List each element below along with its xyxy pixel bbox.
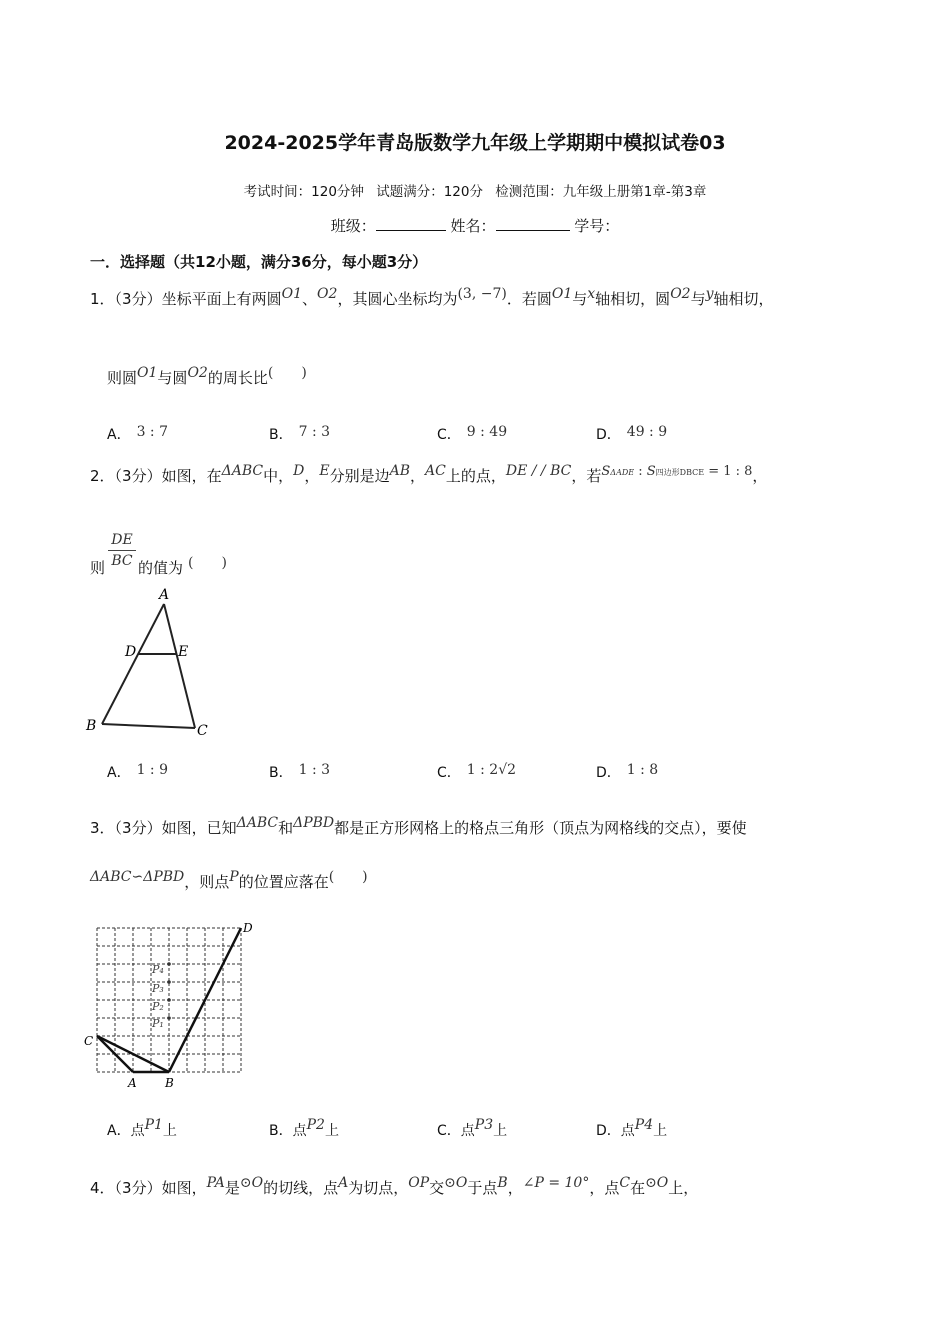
q4-text: 如图， [161, 1179, 207, 1197]
q2-label-d: D [125, 644, 137, 660]
q1-x: x [587, 286, 596, 302]
exam-meta [0, 180, 950, 200]
q1-option-b[interactable]: B． 7 : 3 [269, 424, 331, 443]
q4-circle-o: ⊙O [239, 1175, 264, 1191]
q4-text: 是 [224, 1179, 240, 1197]
q3-triangle-pbd: ΔPBD [293, 815, 335, 831]
q3-label-c: C [84, 1034, 94, 1048]
q4-text: 交 [429, 1179, 445, 1197]
section-heading: 一．选择题（共12小题，满分36分，每小题3分） [90, 253, 428, 271]
q1-text: 的周长比 [207, 369, 268, 387]
q2-paren: ( ) [188, 555, 227, 571]
q3-triangle-abc: ΔABC [236, 815, 279, 831]
q2-option-b[interactable]: B． 1 : 3 [269, 762, 331, 781]
name-blank[interactable] [496, 216, 570, 231]
q2-e: E [319, 463, 330, 479]
q2-number: 2． [90, 467, 115, 485]
q3-text: 的位置应落在 [238, 873, 329, 891]
q3-label-p3: P₃ [152, 982, 164, 995]
q1-text: ，其圆心坐标均为 [337, 290, 458, 308]
q4-score: （3分） [114, 1179, 162, 1197]
student-info [0, 215, 950, 236]
q2-fraction: DE BC [108, 530, 136, 571]
q2-label-e: E [178, 644, 189, 660]
q4-text: 在 [630, 1179, 646, 1197]
q2-text: 中， [263, 467, 294, 485]
q4-line1 [90, 1177, 698, 1198]
q3-option-d[interactable]: D．点P4上 [596, 1117, 668, 1139]
q3-point-p1 [167, 1016, 171, 1020]
q2-ratio: SΔADE : S四边形DBCE = 1 : 8 [601, 464, 753, 479]
q1-o1-ref: O1 [551, 286, 573, 302]
q1-line2 [107, 367, 307, 388]
q2-option-a[interactable]: A． 1 : 9 [107, 762, 169, 781]
q1-option-d[interactable]: D． 49 : 9 [596, 424, 668, 443]
q3-text: 都是正方形网格上的格点三角形（顶点为网格线的交点），要使 [334, 819, 747, 837]
q2-parallel: DE / / BC [505, 463, 572, 479]
q2-text: 则 [90, 559, 106, 577]
exam-time: 考试时间：120分钟 [243, 184, 364, 200]
q2-side-ab [102, 604, 164, 724]
q1-coord: (3, −7) [457, 286, 507, 302]
q2-score: （3分） [114, 467, 162, 485]
q3-number: 3． [90, 819, 115, 837]
q1-y: y [705, 286, 714, 302]
q4-angle: ∠P = 10° [522, 1175, 590, 1191]
q2-text: 分别是边 [329, 467, 390, 485]
q3-point-p4 [167, 962, 171, 966]
exam-score: 试题满分：120分 [376, 184, 483, 200]
q3-option-b[interactable]: B．点P2上 [269, 1117, 339, 1139]
q2-d: D [293, 463, 305, 479]
q1-option-a[interactable]: A． 3 : 7 [107, 424, 169, 443]
q2-text: ， [752, 467, 768, 485]
q1-o2: O2 [317, 286, 338, 302]
q2-ab: AB [389, 463, 411, 479]
q2-text: ， [410, 467, 426, 485]
q1-text: 与 [572, 290, 588, 308]
q2-label-a: A [159, 587, 170, 603]
q2-text: ， [304, 467, 320, 485]
q1-option-c[interactable]: C． 9 : 49 [437, 424, 508, 443]
class-blank[interactable] [376, 216, 446, 231]
q1-paren: ( ) [267, 365, 307, 381]
q1-text: 轴相切， [713, 290, 774, 308]
q1-line1 [90, 288, 774, 309]
q4-pa: PA [206, 1175, 225, 1191]
q3-paren: ( ) [328, 869, 368, 885]
q4-op: OP [408, 1175, 430, 1191]
q4-text: ，点 [589, 1179, 620, 1197]
q4-text: 为切点， [348, 1179, 409, 1197]
q1-o2-ref: O2 [670, 286, 691, 302]
q1-text: 则圆 [107, 369, 138, 387]
name-label: 姓名： [450, 217, 496, 235]
q1-text: 坐标平面上有两圆 [161, 290, 282, 308]
q4-text: ， [507, 1179, 523, 1197]
q3-text: ，则点 [184, 873, 230, 891]
q2-option-d[interactable]: D． 1 : 8 [596, 762, 659, 781]
q3-line2 [90, 871, 368, 892]
q3-label-b: B [165, 1076, 174, 1090]
q3-score: （3分） [114, 819, 162, 837]
q2-text: ，若 [571, 467, 602, 485]
q3-label-a: A [128, 1076, 137, 1090]
q3-figure [80, 918, 260, 1093]
q2-line1 [90, 465, 767, 486]
q2-label-b: B [86, 718, 97, 734]
q2-triangle: ΔABC [221, 463, 264, 479]
q2-side-bc [102, 724, 195, 728]
page-title: 2024-2025学年青岛版数学九年级上学期期中模拟试卷03 [224, 132, 726, 154]
q3-label-p1: P₁ [152, 1017, 164, 1030]
q3-similarity: ΔABC∽ΔPBD [90, 869, 185, 885]
q1-text: 、 [302, 290, 318, 308]
q2-text: 如图，在 [161, 467, 222, 485]
q2-label-c: C [197, 723, 208, 739]
q1-o1-ref2: O1 [137, 365, 158, 381]
q3-point-p3 [167, 980, 171, 984]
q4-circle-o-3: ⊙O [645, 1175, 669, 1191]
q1-o1: O1 [281, 286, 303, 302]
q2-side-ac [164, 604, 195, 728]
q3-option-c[interactable]: C．点P3上 [437, 1117, 508, 1139]
q3-text: 和 [278, 819, 294, 837]
q4-c: C [619, 1175, 631, 1191]
class-label: 班级： [330, 217, 376, 235]
q4-text: 于点 [467, 1179, 498, 1197]
q3-point-p2 [167, 998, 171, 1002]
q4-b: B [497, 1175, 508, 1191]
q4-circle-o-2: ⊙O [444, 1175, 468, 1191]
q1-text: 与圆 [157, 369, 188, 387]
q3-option-a[interactable]: A．点P1上 [107, 1117, 177, 1139]
q4-text: 上， [668, 1179, 699, 1197]
q3-line1 [90, 817, 747, 838]
q1-number: 1． [90, 290, 115, 308]
q3-text: 如图，已知 [161, 819, 237, 837]
q3-label-p2: P₂ [152, 1000, 164, 1013]
q4-a: A [338, 1175, 349, 1191]
q1-score: （3分） [114, 290, 162, 308]
q2-ac: AC [425, 463, 446, 479]
q2-text: 的值为 [138, 559, 184, 577]
q1-text: 与 [690, 290, 706, 308]
q3-label-p4: P₄ [152, 963, 164, 976]
q1-text: 轴相切，圆 [595, 290, 671, 308]
q3-p: P [229, 869, 239, 885]
q4-number: 4． [90, 1179, 115, 1197]
q2-text: 上的点， [445, 467, 506, 485]
q2-option-c[interactable]: C． 1 : 2√2 [437, 762, 517, 781]
q4-text: 的切线，点 [263, 1179, 339, 1197]
q3-label-d: D [243, 921, 253, 935]
q2-figure [80, 580, 230, 745]
q1-text: ．若圆 [506, 290, 552, 308]
exam-range: 检测范围：九年级上册第1章-第3章 [495, 184, 707, 200]
q1-o2-ref2: O2 [187, 365, 208, 381]
id-label: 学号： [574, 217, 620, 235]
